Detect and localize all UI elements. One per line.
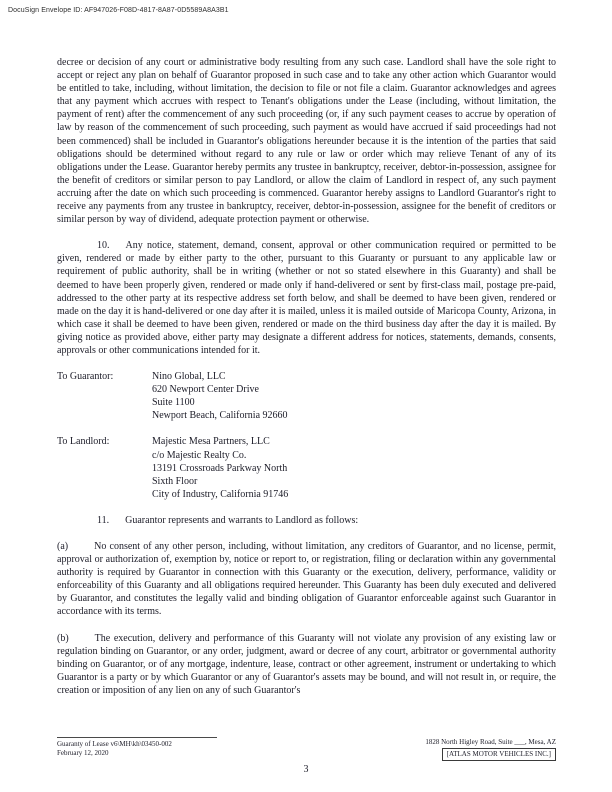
guarantor-address-block — [57, 370, 556, 422]
address-line: Sixth Floor — [152, 475, 198, 487]
subsection-a-paragraph — [57, 540, 556, 619]
footer-property-reference — [425, 738, 556, 761]
page-number: 3 — [303, 764, 309, 775]
guarantor-address-lines — [152, 370, 556, 422]
address-line: 620 Newport Center Drive — [152, 384, 259, 396]
subsection-a-text: No consent of any other person, including, without limitation, any creditors of Guarantor, and no license, permit, approval or authorization of, exemption by, notice or report to, or registration, filing or declaration within any governmental authority is required by Guarantor in connection with this Guaranty or the execution, delivery, performance, validity or enforceability of this Guaranty and all obligations required hereunder. This Guaranty has been duly executed and delivered by Guarantor, and constitutes the legally valid and binding obligation of Guarantor enforceable against such Guarantor in accordance with its terms. — [57, 541, 556, 618]
address-line: Majestic Mesa Partners, LLC — [152, 436, 270, 448]
landlord-address-lines — [152, 435, 556, 500]
address-line: Newport Beach, California 92660 — [152, 410, 288, 422]
landlord-address-block — [57, 435, 556, 500]
footer-property-address: 1828 North Higley Road, Suite ___, Mesa, AZ — [425, 738, 556, 746]
address-line: Suite 1100 — [152, 397, 195, 409]
subsection-b-label: (b) — [57, 632, 69, 644]
paragraph-continuation: decree or decision of any court or administrative body resulting from any such case. Landlord shall have the sole right to accept or reject any plan on behalf of Guarantor proposed in such case and to take any other action which Guarantor would be entitled to take, including, without limitation, the decision to file or not file a claim. Guarantor acknowledges and agrees that any payment which accrues with respect to Tenant's obligations under the Lease (including, without limitation, the payment of rent) after the commencement of any such proceeding (or, if any such payment ceases to accrue by operation of law by reason of the commencement of such proceeding, such payment as would have accrued if said proceedings had not been commenced) shall be included in Guarantor's obligations hereunder because it is the intention of the parties that said obligations should be determined without regard to any rule or law or order which may relieve Tenant of any of its obligations under the Lease. Guarantor hereby permits any trustee in bankruptcy, receiver, debtor-in-possession, assignee for the benefit of creditors or similar person to pay Landlord, or allow the claim of Landlord in respect of, any such payment accruing after the date on which such proceeding is commenced. Guarantor hereby assigns to Landlord Guarantor's right to receive any payments from any trustee in bankruptcy, receiver, debtor-in-possession, assignee for the benefit of creditors or similar person by way of dividend, adequate protection payment or otherwise. — [57, 57, 556, 226]
address-line: 13191 Crossroads Parkway North — [152, 462, 288, 474]
address-line: c/o Majestic Realty Co. — [152, 449, 247, 461]
section-11-text: Guarantor represents and warrants to Landlord as follows: — [125, 514, 359, 526]
section-10-paragraph — [57, 239, 556, 357]
footer-doc-version: Guaranty of Lease v6\MH\kh\03450-002 — [57, 740, 172, 748]
docusign-envelope-id: DocuSign Envelope ID: AF947026-F08D-4817-8A87-0D5589A8A3B1 — [8, 7, 229, 14]
subsection-a-label: (a) — [57, 541, 69, 552]
subsection-b-paragraph — [57, 632, 556, 697]
landlord-address-label: To Landlord: — [57, 436, 110, 448]
footer-doc-date: February 12, 2020 — [57, 749, 109, 757]
footer-document-reference — [57, 737, 217, 758]
subsection-b-text: The execution, delivery and performance of this Guaranty will not violate any provision of any existing law or regulation binding on Guarantor, or any order, judgment, award or decree of any court, arbitrator or governmental authority binding on Guarantor, or of any mortgage, indenture, lease, contract or other agreement, instrument or undertaking to which Guarantor is a party or by which Guarantor or any of Guarantor's assets may be bound, and will not result in, or require, the creation or imposition of any lien on any of such Guarantor's — [57, 632, 556, 696]
address-line: Nino Global, LLC — [152, 371, 226, 383]
footer-tenant-name-box: [ATLAS MOTOR VEHICLES INC.] — [442, 748, 556, 761]
address-line: City of Industry, California 91746 — [152, 488, 289, 500]
section-11-number: 11. — [97, 514, 110, 526]
section-11-paragraph — [57, 514, 556, 527]
section-10-text: Any notice, statement, demand, consent, approval or other communication required or permitted to be given, rendered or made by either party to the other, pursuant to this Guaranty or pursuant to any applicable law or requirement of public authority, shall be in writing (whether or not so stated elsewhere in this Guaranty) and shall be deemed to have been properly given, rendered or made only if hand-delivered or sent by first-class mail, postage pre-paid, addressed to the other party at its respective address set forth below, and shall be deemed to have been given, rendered or made on the day it is hand-delivered or one day after it is mailed, unless it is mailed outside of Maricopa County, Arizona, in which case it shall be deemed to have been given, rendered or made on the third business day after the day it is mailed. By giving notice as provided above, either party may designate a different address for notices, statements, demands, consents, approvals or other communications intended for it. — [57, 240, 556, 356]
guarantor-address-label: To Guarantor: — [57, 371, 114, 383]
document-body — [57, 56, 556, 710]
section-10-number: 10. — [97, 240, 110, 252]
